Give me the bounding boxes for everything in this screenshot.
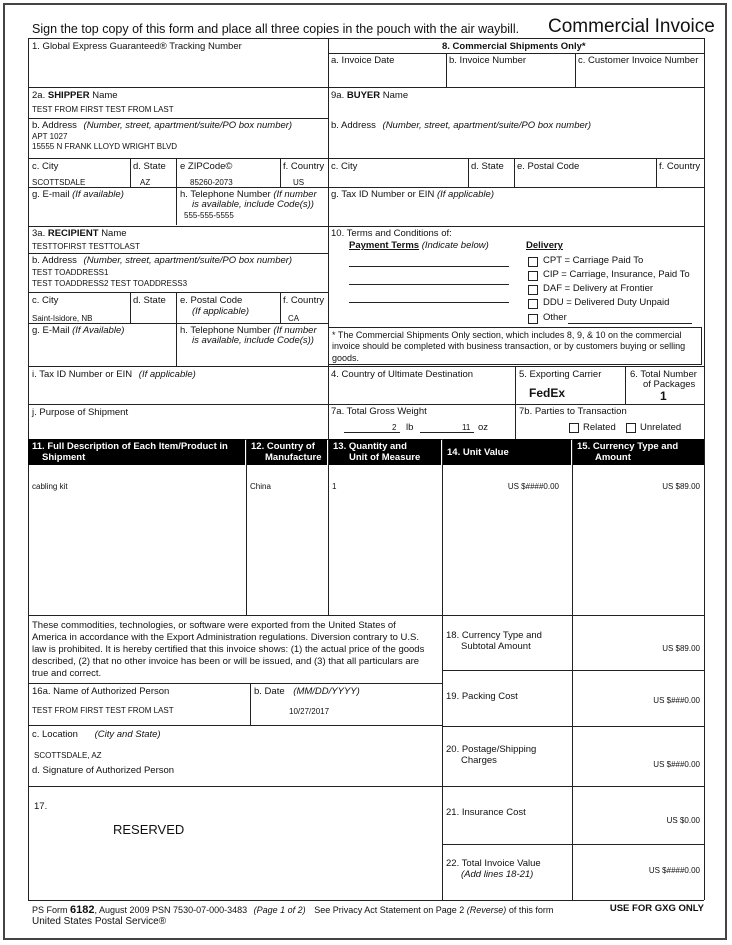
- grid-line: [328, 53, 704, 54]
- total-invoice-value: US $####0.00: [648, 866, 700, 875]
- date-value: 10/27/2017: [289, 707, 330, 716]
- grid-line: [575, 53, 576, 87]
- authorized-name: TEST FROM FIRST TEST FROM LAST: [32, 706, 174, 715]
- gxg-only-label: USE FOR GXG ONLY: [609, 903, 704, 914]
- usps-label: United States Postal Service®: [32, 916, 167, 927]
- unit-value-header: 14. Unit Value: [443, 439, 571, 465]
- grid-line: [28, 615, 704, 616]
- shipper-address-line1: APT 1027: [32, 132, 68, 141]
- grid-line: [468, 158, 469, 187]
- header-instruction: Sign the top copy of this form and place all three copies in the pouch with the air waybill.: [32, 22, 520, 36]
- subtotal-label: 18. Currency Type and: [446, 630, 542, 641]
- other-option: Other: [543, 312, 567, 323]
- grid-line: [246, 439, 247, 615]
- commercial-shipments-title: 8. Commercial Shipments Only*: [442, 41, 586, 52]
- grid-line: [176, 158, 177, 225]
- item-quantity: 1: [332, 482, 337, 491]
- tracking-number-label: 1. Global Express Guaranteed® Tracking Number: [32, 41, 242, 52]
- grid-line: [28, 253, 328, 254]
- form-number: PS Form 6182, August 2009 PSN 7530-07-000-3483 (Page 1 of 2) See Privacy Act Statement on Page 2 (Reverse) of this form: [32, 904, 554, 916]
- grid-line: [280, 158, 281, 187]
- buyer-name-label: 9a. BUYER Name: [331, 90, 409, 101]
- shipper-state: AZ: [140, 178, 151, 187]
- signature-label: d. Signature of Authorized Person: [32, 765, 175, 776]
- cip-checkbox[interactable]: [528, 271, 538, 281]
- recipient-address-line1: TEST TOADDRESS1: [32, 268, 109, 277]
- recipient-name: TESTTOFIRST TESTTOLAST: [32, 242, 140, 251]
- shipper-country-label: f. Country: [283, 161, 325, 172]
- payment-terms-label: Payment Terms (Indicate below): [349, 240, 489, 251]
- authorized-name-label: 16a. Name of Authorized Person: [32, 686, 170, 697]
- cip-option: CIP = Carriage, Insurance, Paid To: [543, 269, 690, 280]
- description-header: 11. Full Description of Each Item/Product in Shipment: [28, 439, 245, 465]
- grid-line: [328, 38, 329, 439]
- form-title: Commercial Invoice: [548, 16, 715, 37]
- parties-label: 7b. Parties to Transaction: [519, 406, 627, 417]
- grid-line: [28, 292, 328, 293]
- recipient-city-label: c. City: [32, 295, 59, 306]
- purpose-label: j. Purpose of Shipment: [32, 407, 129, 418]
- lb-label: lb: [406, 422, 414, 433]
- grid-line: [442, 439, 443, 900]
- carrier-label: 5. Exporting Carrier: [519, 369, 602, 380]
- daf-option: DAF = Delivery at Frontier: [543, 283, 654, 294]
- terms-label: 10. Terms and Conditions of:: [331, 228, 452, 239]
- commercial-note-box: [328, 327, 702, 365]
- postage-label: 20. Postage/Shipping: [446, 744, 537, 755]
- subtotal-label-2: Subtotal Amount: [461, 641, 531, 652]
- item-description: cabling kit: [32, 482, 68, 491]
- grid-line: [442, 844, 704, 845]
- grid-line: [130, 158, 131, 187]
- reserved-number: 17.: [34, 801, 48, 812]
- unrelated-checkbox[interactable]: [626, 423, 636, 433]
- grid-line: [28, 38, 29, 900]
- grid-line: [656, 158, 657, 187]
- other-line[interactable]: [568, 323, 692, 324]
- location-label: c. Location (City and State): [32, 729, 161, 740]
- customer-invoice-number-label: c. Customer Invoice Number: [578, 55, 699, 66]
- grid-line: [130, 292, 131, 323]
- buyer-postal-label: e. Postal Code: [517, 161, 580, 172]
- recipient-name-label: 3a. RECIPIENT Name: [32, 228, 127, 239]
- shipper-city-label: c. City: [32, 161, 59, 172]
- shipper-name: TEST FROM FIRST TEST FROM LAST: [32, 105, 174, 114]
- recipient-country-label: f. Country: [283, 295, 325, 306]
- grid-line: [515, 366, 516, 439]
- buyer-state-label: d. State: [471, 161, 504, 172]
- buyer-tax-label: g. Tax ID Number or EIN (If applicable): [331, 189, 494, 200]
- weight-oz-value: 11: [462, 423, 471, 432]
- cpt-option: CPT = Carriage Paid To: [543, 255, 644, 266]
- total-invoice-label: 22. Total Invoice Value: [446, 858, 541, 869]
- recipient-postal-label: e. Postal Code (If applicable): [180, 295, 250, 317]
- packing-cost-value: US $###0.00: [653, 696, 700, 705]
- subtotal-value: US $89.00: [662, 644, 700, 653]
- payment-terms-line[interactable]: [349, 266, 509, 267]
- insurance-value: US $0.00: [666, 816, 700, 825]
- gross-weight-label: 7a. Total Gross Weight: [331, 406, 427, 417]
- grid-line: [625, 366, 626, 404]
- ddu-checkbox[interactable]: [528, 299, 538, 309]
- recipient-state-label: d. State: [133, 295, 166, 306]
- grid-line: [704, 38, 705, 900]
- packing-cost-label: 19. Packing Cost: [446, 691, 518, 702]
- certification-statement: These commodities, technologies, or software were exported from the United States of America in accordance with the Export Administration regulations. Diversion contrary to U.S. law is prohibited. It is hereby certified that this invoice shows: (1) the actual price of the goods described, (2) that no other invoice has been or will be issued, and (3) that all particulars are true and correct.: [32, 620, 425, 679]
- recipient-email-label: g. E-Mail (If Available): [32, 325, 125, 336]
- recipient-tax-label: i. Tax ID Number or EIN (If applicable): [32, 369, 196, 380]
- recipient-phone-label: h. Telephone Number (If number: [180, 325, 317, 336]
- insurance-label: 21. Insurance Cost: [446, 807, 526, 818]
- ddu-option: DDU = Delivered Duty Unpaid: [543, 297, 670, 308]
- grid-line: [514, 158, 515, 187]
- grid-line: [28, 683, 442, 684]
- cpt-checkbox[interactable]: [528, 257, 538, 267]
- other-checkbox[interactable]: [528, 314, 538, 324]
- grid-line: [28, 187, 704, 188]
- payment-terms-line[interactable]: [349, 284, 509, 285]
- grid-line: [442, 786, 704, 787]
- oz-label: oz: [478, 422, 489, 433]
- grid-line: [328, 439, 329, 615]
- grid-line: [28, 38, 704, 39]
- postage-value: US $###0.00: [653, 760, 700, 769]
- recipient-city: Saint-Isidore, NB: [32, 314, 93, 323]
- grid-line: [28, 786, 442, 787]
- quantity-header: 13. Quantity and Unit of Measure: [329, 439, 441, 465]
- grid-line: [28, 87, 704, 88]
- shipper-name-label: 2a. SHIPPER Name: [32, 90, 118, 101]
- grid-line: [28, 226, 704, 227]
- item-amount: US $89.00: [662, 482, 700, 491]
- shipper-address-line2: 15555 N FRANK LLOYD WRIGHT BLVD: [32, 142, 178, 151]
- destination-label: 4. Country of Ultimate Destination: [331, 369, 474, 380]
- grid-line: [28, 366, 704, 367]
- grid-line: [572, 439, 573, 900]
- grid-line: [28, 725, 442, 726]
- shipper-zip: 85260-2073: [190, 178, 233, 187]
- total-invoice-hint: (Add lines 18-21): [461, 869, 534, 880]
- delivery-label: Delivery: [526, 240, 563, 251]
- shipper-phone: 555-555-5555: [184, 211, 234, 220]
- invoice-number-label: b. Invoice Number: [449, 55, 527, 66]
- item-unit-value: US $####0.00: [507, 482, 559, 491]
- packages-label-2: of Packages: [643, 379, 696, 390]
- recipient-address-label: b. Address (Number, street, apartment/suite/PO box number): [32, 255, 293, 266]
- recipient-address-line2: TEST TOADDRESS2 TEST TOADDRESS3: [32, 279, 188, 288]
- buyer-address-label: b. Address (Number, street, apartment/suite/PO box number): [331, 120, 592, 131]
- shipper-country: US: [293, 178, 305, 187]
- postage-label-2: Charges: [461, 755, 497, 766]
- grid-line: [28, 900, 704, 901]
- grid-line: [442, 726, 704, 727]
- grid-line: [446, 53, 447, 87]
- grid-line: [28, 118, 328, 119]
- recipient-phone-hint: is available, include Code(s)): [192, 335, 314, 346]
- buyer-city-label: c. City: [331, 161, 358, 172]
- carrier-value: FedEx: [529, 386, 566, 400]
- weight-lb-value: 2: [392, 423, 397, 432]
- item-country: China: [250, 482, 271, 491]
- grid-line: [280, 292, 281, 323]
- grid-line: [28, 404, 704, 405]
- unrelated-label: Unrelated: [640, 422, 682, 433]
- grid-line: [442, 670, 704, 671]
- shipper-phone-label: h. Telephone Number (If number: [180, 189, 317, 200]
- packages-value: 1: [660, 389, 667, 403]
- grid-line: [176, 292, 177, 366]
- related-checkbox[interactable]: [569, 423, 579, 433]
- reserved-text: RESERVED: [113, 822, 185, 837]
- shipper-address-label: b. Address (Number, street, apartment/suite/PO box number): [32, 120, 293, 131]
- packages-label: 6. Total Number: [630, 369, 697, 380]
- amount-header: 15. Currency Type and Amount: [573, 439, 704, 465]
- shipper-state-label: d. State: [133, 161, 166, 172]
- shipper-phone-hint: is available, include Code(s)): [192, 199, 314, 210]
- related-label: Related: [583, 422, 616, 433]
- commercial-note: * The Commercial Shipments Only section, which includes 8, 9, & 10 on the commercial invoice should be completed with business transaction, or by customers buying or selling goods.: [332, 330, 686, 363]
- daf-checkbox[interactable]: [528, 285, 538, 295]
- recipient-country: CA: [288, 314, 300, 323]
- location-value: SCOTTSDALE, AZ: [34, 751, 102, 760]
- date-label: b. Date (MM/DD/YYYY): [254, 686, 360, 697]
- shipper-zip-label: e ZIPCode©: [180, 161, 233, 172]
- payment-terms-line[interactable]: [349, 302, 509, 303]
- grid-line: [250, 683, 251, 725]
- invoice-date-label: a. Invoice Date: [331, 55, 395, 66]
- buyer-country-label: f. Country: [659, 161, 701, 172]
- shipper-email-label: g. E-mail (If available): [32, 189, 124, 200]
- shipper-city: SCOTTSDALE: [32, 178, 86, 187]
- country-header: 12. Country of Manufacture: [247, 439, 327, 465]
